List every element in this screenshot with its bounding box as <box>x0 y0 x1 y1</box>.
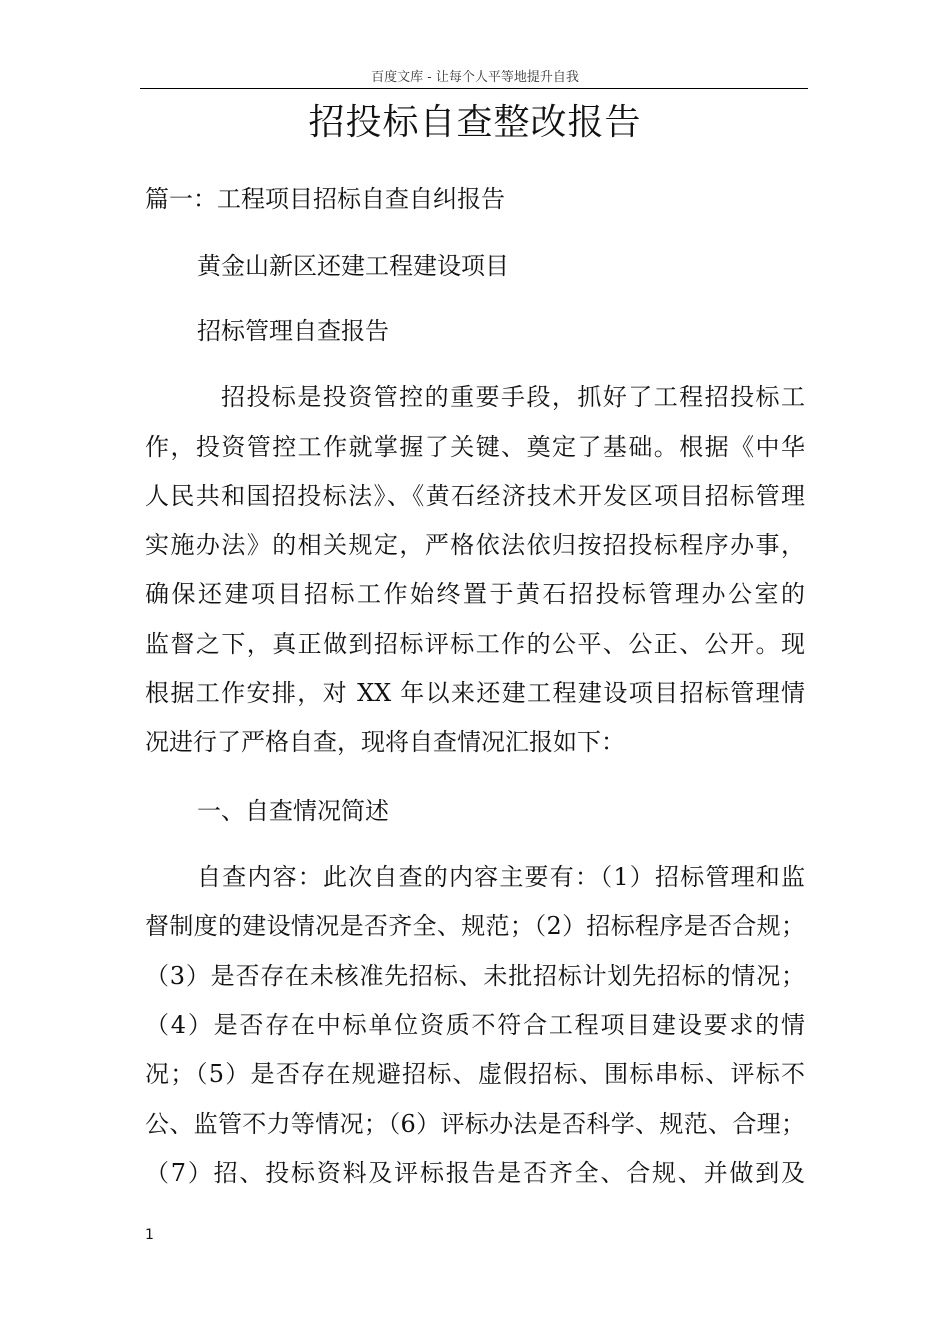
project-name: 黄金山新区还建工程建设项目 <box>197 252 509 280</box>
page-number: 1 <box>145 1227 154 1243</box>
report-subtitle: 招标管理自查报告 <box>197 317 389 345</box>
paragraph-line: 实施办法》的相关规定，严格依法依归按招投标程序办事， <box>145 531 805 559</box>
page-header: 百度文库 - 让每个人平等地提升自我 <box>371 70 579 85</box>
paragraph-line: 况进行了严格自查，现将自查情况汇报如下： <box>145 728 625 756</box>
paragraph-line: （3）是否存在未核准先招标、未批招标计划先招标的情况； <box>145 962 805 990</box>
paragraph-line: （4）是否存在中标单位资质不符合工程项目建设要求的情 <box>145 1011 805 1039</box>
paragraph-line: 人民共和国招投标法》、《黄石经济技术开发区项目招标管理 <box>145 482 805 510</box>
paragraph-line: （7）招、投标资料及评标报告是否齐全、合规、并做到及 <box>145 1159 805 1187</box>
section-heading: 篇一：工程项目招标自查自纠报告 <box>145 185 505 213</box>
paragraph-line: 招投标是投资管控的重要手段，抓好了工程招投标工 <box>221 383 805 411</box>
paragraph-line: 根据工作安排，对 XX 年以来还建工程建设项目招标管理情 <box>145 679 805 707</box>
paragraph-line: 确保还建项目招标工作始终置于黄石招投标管理办公室的 <box>145 580 805 608</box>
heading-self-check-overview: 一、自查情况简述 <box>197 797 389 825</box>
document-title: 招投标自查整改报告 <box>308 102 642 143</box>
paragraph-line: 况；（5）是否存在规避招标、虚假招标、围标串标、评标不 <box>145 1060 805 1088</box>
header-divider <box>140 88 808 89</box>
paragraph-line: 监督之下，真正做到招标评标工作的公平、公正、公开。现 <box>145 630 805 658</box>
paragraph-line: 作，投资管控工作就掌握了关键、奠定了基础。根据《中华 <box>145 433 805 461</box>
paragraph-line: 公、监管不力等情况；（6）评标办法是否科学、规范、合理； <box>145 1110 805 1138</box>
paragraph-line: 自查内容：此次自查的内容主要有：（1）招标管理和监 <box>197 863 805 891</box>
paragraph-line: 督制度的建设情况是否齐全、规范；（2）招标程序是否合规； <box>145 912 805 940</box>
